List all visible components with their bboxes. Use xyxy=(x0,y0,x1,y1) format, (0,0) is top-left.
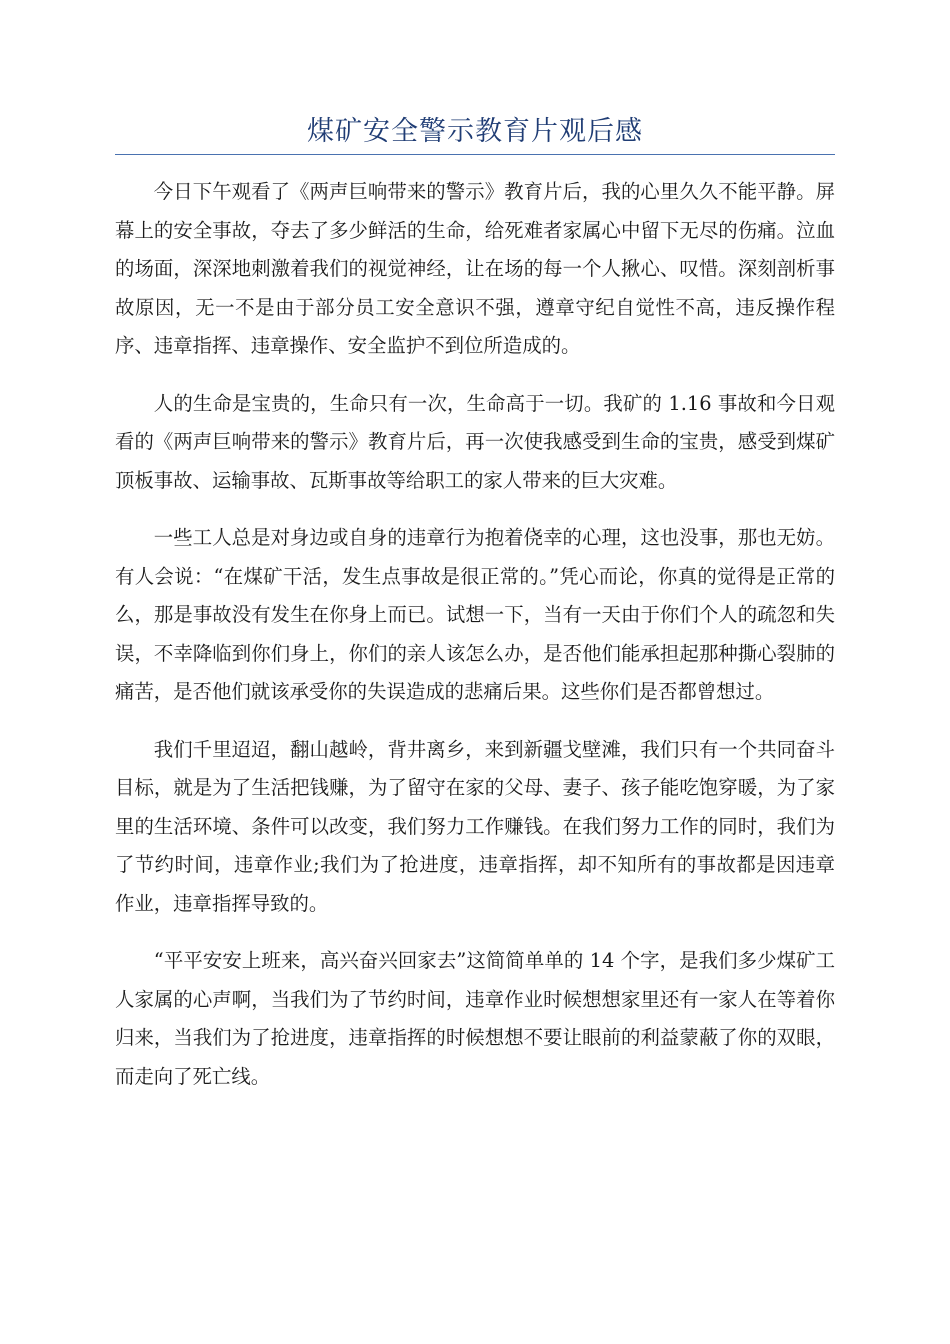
paragraph-5: “平平安安上班来，高兴奋兴回家去”这简简单单的 14 个字，是我们多少煤矿工人家属的心声啊，当我们为了节约时间，违章作业时候想想家里还有一家人在等着你归来，当我们为了抢进度，违章指挥的时候想想不要让眼前的利益蒙蔽了你的双眼，而走向了死亡线。 xyxy=(115,949,835,1088)
paragraph-1: 今日下午观看了《两声巨响带来的警示》教育片后，我的心里久久不能平静。屏幕上的安全事故，夺去了多少鲜活的生命，给死难者家属心中留下无尽的伤痛。泣血的场面，深深地刺激着我们的视觉神经，让在场的每一个人揪心、叹惜。深刻剖析事故原因，无一不是由于部分员工安全意识不强，遵章守纪自觉性不高，违反操作程序、违章指挥、违章操作、安全监护不到位所造成的。 xyxy=(115,180,835,357)
document-title: 煤矿安全警示教育片观后感 xyxy=(307,116,643,147)
paragraph-2: 人的生命是宝贵的，生命只有一次，生命高于一切。我矿的 1.16 事故和今日观看的《两声巨响带来的警示》教育片后，再一次使我感受到生命的宝贵，感受到煤矿顶板事故、运输事故、瓦斯事故等给职工的家人带来的巨大灾难。 xyxy=(115,391,835,492)
paragraph-3: 一些工人总是对身边或自身的违章行为抱着侥幸的心理，这也没事，那也无妨。有人会说：“在煤矿干活，发生点事故是很正常的。”凭心而论，你真的觉得是正常的么，那是事故没有发生在你身上而已。试想一下，当有一天由于你们个人的疏忽和失误，不幸降临到你们身上，你们的亲人该怎么办，是否他们能承担起那种撕心裂肺的痛苦，是否他们就该承受你的失误造成的悲痛后果。这些你们是否都曾想过。 xyxy=(115,526,835,703)
title-underline xyxy=(115,154,835,155)
paragraph-4: 我们千里迢迢，翻山越岭，背井离乡，来到新疆戈壁滩，我们只有一个共同奋斗目标，就是为了生活把钱赚，为了留守在家的父母、妻子、孩子能吃饱穿暖，为了家里的生活环境、条件可以改变，我们努力工作赚钱。在我们努力工作的同时，我们为了节约时间，违章作业;我们为了抢进度，违章指挥，却不知所有的事故都是因违章作业，违章指挥导致的。 xyxy=(115,737,835,915)
document-body xyxy=(115,173,835,1115)
